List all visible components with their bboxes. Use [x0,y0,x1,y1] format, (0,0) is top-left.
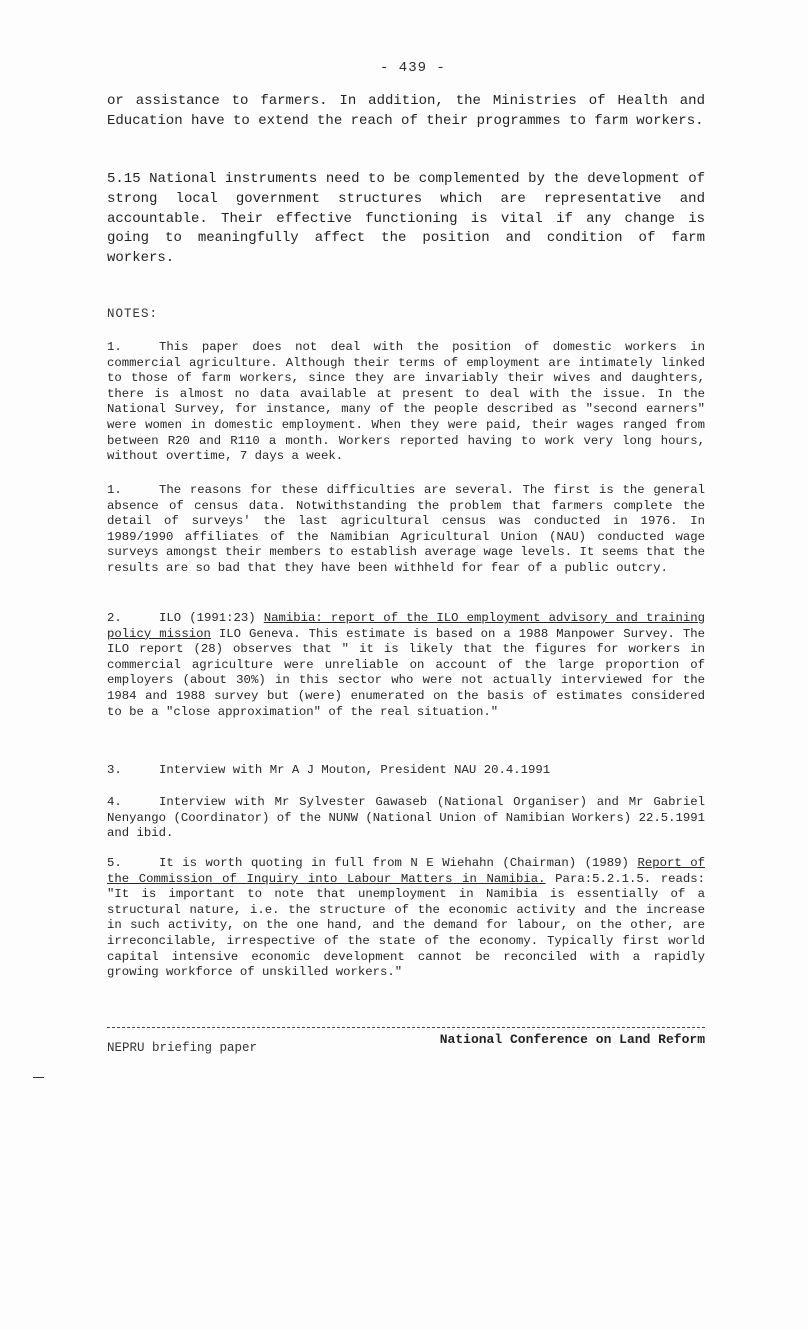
note-text: This paper does not deal with the position of domestic workers in commercial agriculture. Although their terms of employment are intimately linked to those of farm workers, since they are invariably their wives and daughters, there is almost no data available at present to deal with the issue. In the National Survey, for instance, many of the people described as "second earners" were women in domestic employment. When they were paid, their wages ranged from between R20 and R110 a month. Workers reported having to work very long hours, without overtime, 7 days a week. [107,340,705,464]
note-text-lead: It is worth quoting in full from N E Wiehahn (Chairman) (1989) [159,856,638,870]
note-item [107,483,705,577]
note-text: Interview with Mr A J Mouton, President NAU 20.4.1991 [159,763,551,777]
note-text: Para:5.2.1.5. reads: "It is important to note that unemployment in Namibia is essentially of a structural nature, i.e. the structure of the economic activity and the increase in such activity, on the one hand, and the demand for labour, on the other, are irreconcilable, irrespective of the state of the economy. Typically first world capital intensive economic development cannot be reconciled with a rapidly growing workforce of unskilled workers." [107,871,706,980]
note-item [107,611,705,720]
margin-mark [33,1077,44,1078]
note-number: 4. [107,795,122,809]
note-citation-title: Namibia: report of the ILO employment advisory and training policy mission [107,611,705,641]
note-item [107,340,705,465]
note-item [107,763,705,779]
note-number: 5. [107,856,122,870]
note-item [107,856,705,981]
footer-rule [107,1027,705,1028]
notes-heading: NOTES: [107,307,159,321]
note-text: The reasons for these difficulties are several. The first is the general absence of census data. Notwithstanding the problem that farmers complete the detail of surveys' the last agricultural census was conducted in 1976. In 1989/1990 affiliates of the Namibian Agricultural Union (NAU) conducted wage surveys amongst their members to establish average wage levels. It seems that the results are so bad that they have been withheld for fear of a public outcry. [107,483,705,575]
body-paragraph: 5.15 National instruments need to be complemented by the development of strong local government structures which are representative and accountable. Their effective functioning is vital if any change is going to meaningfully affect the position and condition of farm workers. [107,171,705,267]
note-text: ILO Geneva. This estimate is based on a 1988 Manpower Survey. The ILO report (28) observes that " it is likely that the figures for workers in commercial agriculture were unreliable on account of the large proportion of employers (about 30%) in this sector who were not actually interviewed for the 1984 and 1988 survey but (were) enumerated on the basis of estimates considered to be a "close approximation" of the real situation." [107,626,705,719]
note-text: Interview with Mr Sylvester Gawaseb (National Organiser) and Mr Gabriel Nenyango (Coordinator) of the NUNW (National Union of Namibian Workers) 22.5.1991 and ibid. [107,795,705,841]
note-number: 1. [107,483,122,497]
footer-right-text: National Conference on Land Reform [439,1032,705,1047]
note-citation-title: Report of the Commission of Inquiry into Labour Matters in Namibia. [107,856,705,886]
note-text-lead: ILO (1991:23) [159,611,264,625]
note-number: 2. [107,611,122,625]
note-number: 1. [107,340,122,354]
footer-left-text: NEPRU briefing paper [107,1041,258,1055]
page-number: - 439 - [380,60,446,76]
note-item [107,795,705,842]
note-number: 3. [107,763,122,777]
body-paragraph: or assistance to farmers. In addition, the Ministries of Health and Education have to extend the reach of their programmes to farm workers. [107,93,705,129]
